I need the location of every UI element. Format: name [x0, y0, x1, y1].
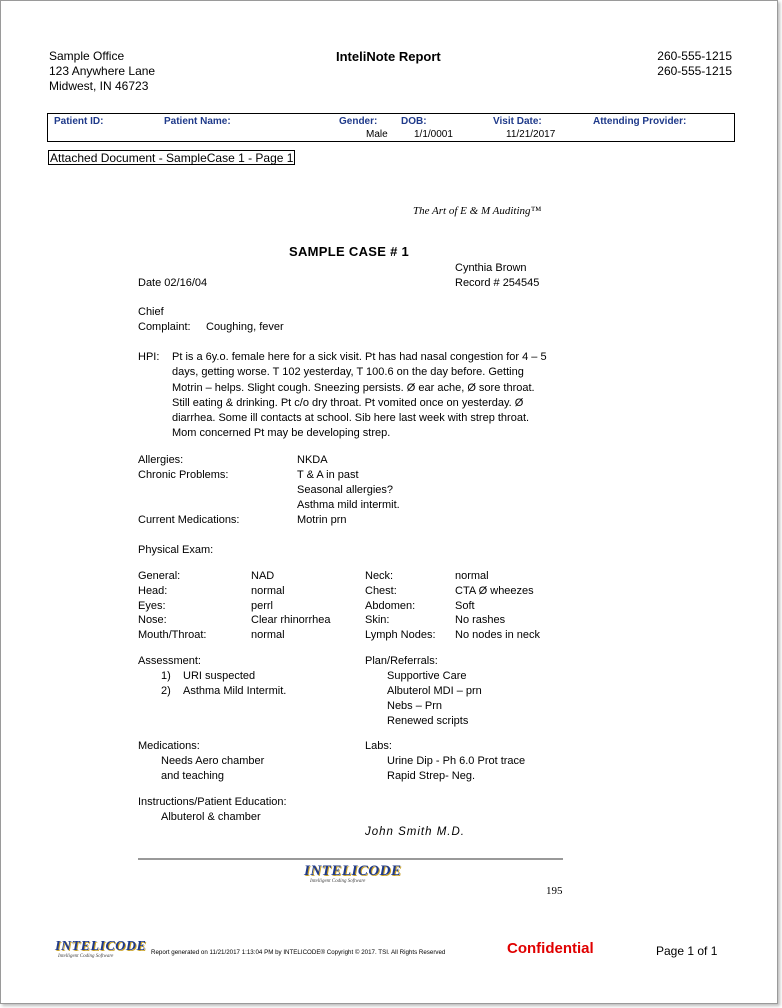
complaint-label: Complaint:	[138, 321, 191, 333]
confidential-label: Confidential	[507, 940, 594, 957]
exam-value: No nodes in neck	[455, 629, 540, 641]
hpi-label: HPI:	[138, 351, 160, 363]
exam-value: normal	[251, 629, 285, 641]
case-title: SAMPLE CASE # 1	[289, 244, 410, 259]
plan-item: Renewed scripts	[387, 715, 469, 727]
exam-value: CTA Ø wheezes	[455, 585, 534, 597]
visit-date-label: Visit Date:	[493, 116, 542, 127]
exam-value: No rashes	[455, 614, 506, 626]
exam-label: Abdomen:	[365, 600, 416, 612]
current-medications-label: Current Medications:	[138, 514, 240, 526]
logo-text: INTELICODE	[304, 863, 402, 879]
current-medications-value: Motrin prn	[297, 514, 347, 526]
phone-2: 260-555-1215	[657, 64, 732, 78]
report-page-number: Page 1 of 1	[656, 944, 718, 958]
allergies-value: NKDA	[297, 454, 328, 466]
chronic-problem: Seasonal allergies?	[297, 484, 394, 496]
gender-label: Gender:	[339, 116, 378, 127]
exam-value: Soft	[455, 600, 475, 612]
hpi-line: Pt is a 6y.o. female here for a sick visit. Pt has had nasal congestion for 4 – 5	[172, 351, 547, 363]
exam-label: Mouth/Throat:	[138, 629, 207, 641]
hpi-section	[138, 350, 564, 442]
document-divider	[138, 858, 563, 860]
exam-value: normal	[251, 585, 285, 597]
phone-1: 260-555-1215	[657, 49, 732, 63]
visit-date-value: 11/21/2017	[506, 129, 556, 140]
exam-label: Neck:	[365, 570, 394, 582]
gender-value: Male	[366, 129, 388, 140]
report-generated-text: Report generated on 11/21/2017 1:13:04 PM by INTELICODE® Copyright © 2017. TSI. All Rights Reserved	[151, 949, 446, 956]
dob-label: DOB:	[401, 116, 427, 127]
labs-item: Urine Dip - Ph 6.0 Prot trace	[387, 755, 526, 767]
footer-logo-text: INTELICODE	[55, 939, 147, 954]
assessment-number: 1)	[161, 670, 171, 682]
hpi-line: days, getting worse. T 102 yesterday, T 100.6 on the day before. Getting	[172, 366, 524, 379]
footer-logo	[55, 939, 146, 959]
hpi-first-row	[138, 350, 564, 365]
labs-label: Labs:	[365, 740, 392, 752]
medications-item: Needs Aero chamber	[161, 755, 265, 767]
exam-value: NAD	[251, 570, 275, 582]
case-patient-name: Cynthia Brown	[455, 262, 527, 274]
hpi-line: Still eating & drinking. Pt c/o dry throat. Pt vomited once on yesterday. Ø	[172, 396, 524, 409]
instructions-item: Albuterol & chamber	[161, 811, 261, 823]
hpi-line: Motrin – helps. Slight cough. Sneezing persists. Ø ear ache, Ø sore throat.	[172, 381, 535, 394]
office-name: Sample Office	[49, 49, 125, 63]
tagline: The Art of E & M Auditing™	[413, 205, 542, 217]
plan-item: Albuterol MDI – prn	[387, 685, 482, 697]
assessment-item: URI suspected	[183, 670, 256, 682]
exam-label: General:	[138, 570, 181, 582]
allergies-label: Allergies:	[138, 454, 184, 466]
chronic-problem: Asthma mild intermit.	[297, 499, 400, 511]
dob-value: 1/1/0001	[414, 129, 453, 140]
attending-provider-label: Attending Provider:	[593, 116, 687, 127]
plan-item: Nebs – Prn	[387, 700, 443, 712]
exam-label: Eyes:	[138, 600, 166, 612]
assessment-label: Assessment:	[138, 655, 201, 667]
assessment-item: Asthma Mild Intermit.	[183, 685, 287, 697]
case-date: Date 02/16/04	[138, 277, 208, 289]
physical-exam-label: Physical Exam:	[138, 544, 214, 556]
plan-referrals-label: Plan/Referrals:	[365, 655, 438, 667]
assessment-number: 2)	[161, 685, 171, 697]
exam-value: perrl	[251, 600, 274, 612]
case-record-number: Record # 254545	[455, 277, 540, 289]
intelicode-logo	[304, 863, 402, 884]
medications-item: and teaching	[161, 770, 224, 782]
exam-label: Head:	[138, 585, 168, 597]
exam-label: Lymph Nodes:	[365, 629, 436, 641]
exam-label: Chest:	[365, 585, 397, 597]
instructions-label: Instructions/Patient Education:	[138, 796, 287, 808]
report-title: InteliNote Report	[336, 49, 441, 64]
labs-item: Rapid Strep- Neg.	[387, 770, 476, 782]
patient-id-label: Patient ID:	[54, 116, 104, 127]
chief-label: Chief	[138, 306, 164, 318]
footer-logo-subtitle: Intelligent Coding Software	[58, 954, 114, 959]
hpi-line: diarrhea. Some ill contacts at school. Sib here last week with strep throat.	[172, 412, 530, 425]
patient-info-box	[47, 113, 735, 142]
office-address-line1: 123 Anywhere Lane	[49, 64, 156, 78]
exam-value: Clear rhinorrhea	[251, 614, 331, 626]
chronic-problem: T & A in past	[297, 469, 359, 481]
document-page-number: 195	[546, 885, 563, 897]
exam-value: normal	[455, 570, 489, 582]
signature: John Smith M.D.	[365, 826, 465, 838]
office-address-line2: Midwest, IN 46723	[49, 79, 149, 93]
logo-subtitle: Intelligent Coding Software	[310, 879, 366, 884]
plan-item: Supportive Care	[387, 670, 467, 682]
patient-name-label: Patient Name:	[164, 116, 231, 127]
exam-label: Skin:	[365, 614, 390, 626]
chronic-problems-label: Chronic Problems:	[138, 469, 229, 481]
complaint-value: Coughing, fever	[206, 321, 284, 333]
medications-label: Medications:	[138, 740, 200, 752]
attached-document-label: Attached Document - SampleCase 1 - Page 1	[50, 151, 294, 165]
exam-label: Nose:	[138, 614, 167, 626]
hpi-line: Mom concerned Pt may be developing strep.	[172, 427, 391, 440]
